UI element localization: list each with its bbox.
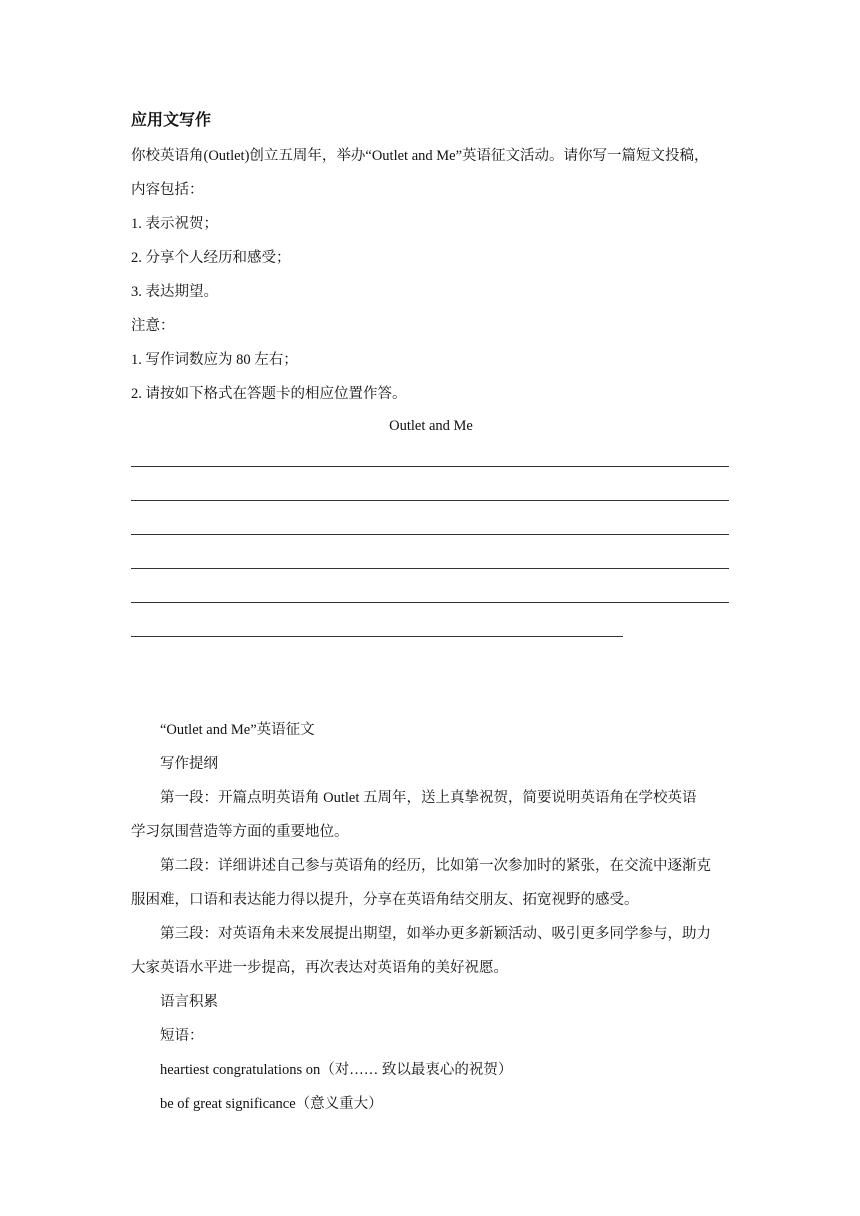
outline-para3-line1: 第三段：对英语角未来发展提出期望，如举办更多新颖活动、吸引更多同学参与，助力 [160,926,711,942]
phrase-item-1: heartiest congratulations on（对…… 致以最衷心的祝贺） [160,1062,513,1078]
phrase-item-2: be of great significance（意义重大） [160,1096,383,1112]
outline-para2-line1: 第二段：详细讲述自己参与英语角的经历，比如第一次参加时的紧张，在交流中逐渐克 [160,858,711,874]
prompt-text-line1: 你校英语角(Outlet)创立五周年，举办“Outlet and Me”英语征文活动。请你写一篇短文投稿， [131,148,709,164]
answer-line-6 [131,636,623,637]
note-item-1: 1. 写作词数应为 80 左右； [131,352,298,368]
answer-line-3 [131,534,729,535]
language-label: 语言积累 [160,994,218,1010]
answer-line-5 [131,602,729,603]
outline-label: 写作提纲 [160,756,218,772]
outline-para3-line2: 大家英语水平进一步提高，再次表达对英语角的美好祝愿。 [131,960,508,976]
requirement-item-2: 2. 分享个人经历和感受； [131,250,291,266]
answer-title: Outlet and Me [389,418,473,434]
essay-title: “Outlet and Me”英语征文 [160,722,315,738]
note-item-2: 2. 请按如下格式在答题卡的相应位置作答。 [131,386,407,402]
prompt-text-line2: 内容包括： [131,182,204,198]
phrases-label: 短语： [160,1028,204,1044]
outline-para1-line2: 学习氛围营造等方面的重要地位。 [131,824,349,840]
outline-para1-line1: 第一段：开篇点明英语角 Outlet 五周年，送上真挚祝贺，简要说明英语角在学校英语 [160,790,697,806]
outline-para2-line2: 服困难，口语和表达能力得以提升，分享在英语角结交朋友、拓宽视野的感受。 [131,892,639,908]
requirement-item-1: 1. 表示祝贺； [131,216,218,232]
answer-line-1 [131,466,729,467]
note-label: 注意： [131,318,175,334]
section-heading: 应用文写作 [131,110,212,129]
answer-line-4 [131,568,729,569]
requirement-item-3: 3. 表达期望。 [131,284,218,300]
answer-line-2 [131,500,729,501]
